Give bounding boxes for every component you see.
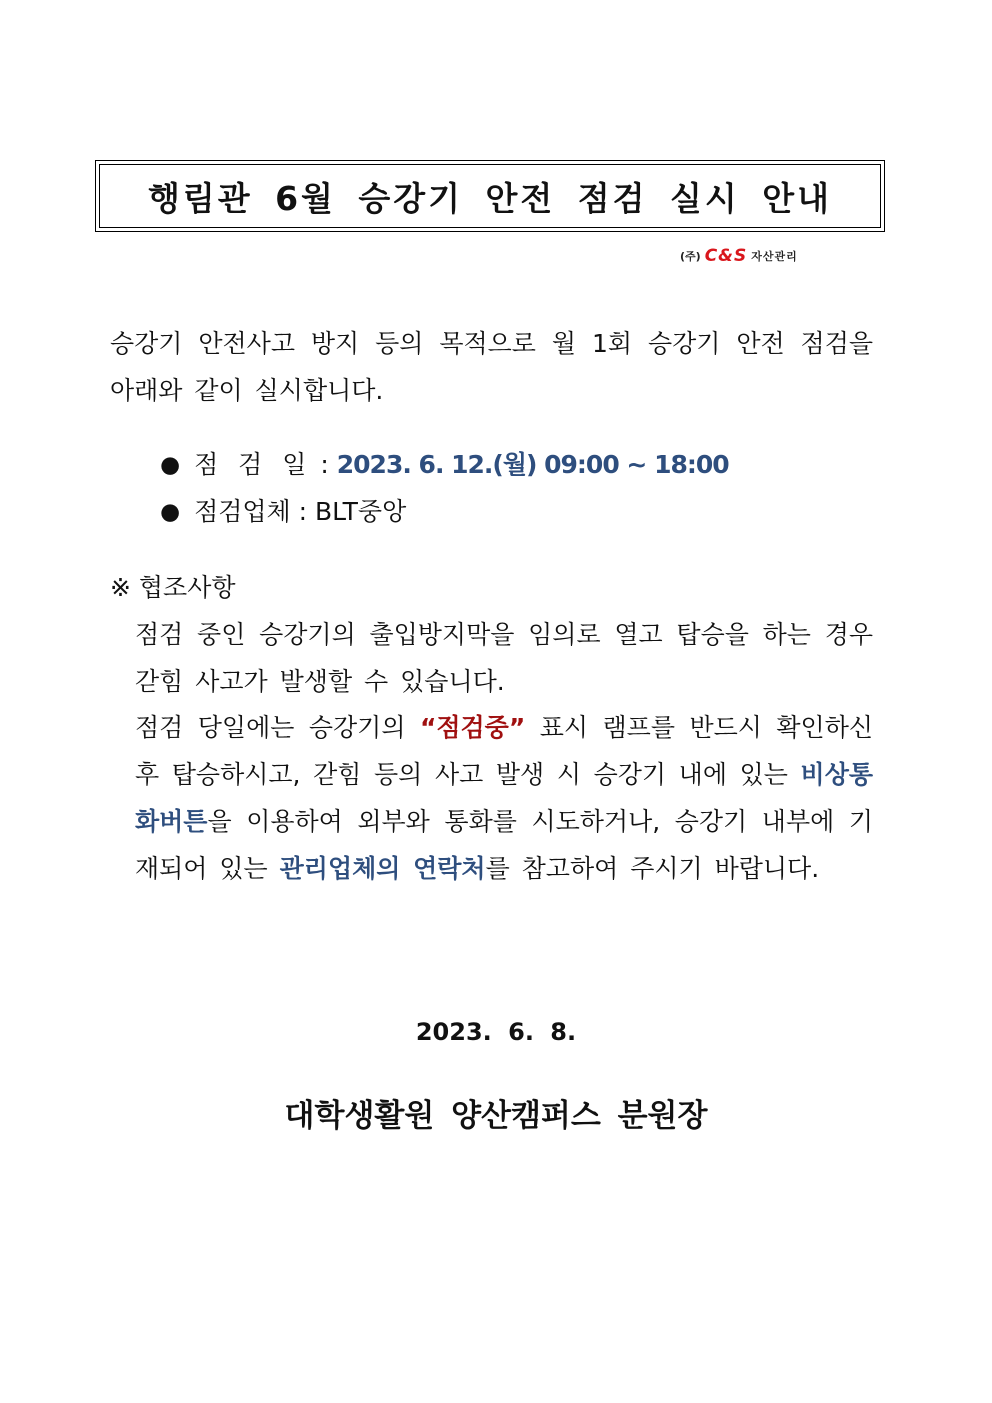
note-paragraph-1: 점검 중인 승강기의 출입방지막을 임의로 열고 탑승을 하는 경우 갇힘 사고가 발생할 수 있습니다.	[135, 620, 873, 696]
bullet-label: 점검업체	[194, 497, 291, 526]
management-contact-label: 관리업체의 연락처	[279, 854, 486, 883]
note-text: 를 참고하여 주시기 바랍니다.	[485, 854, 820, 883]
intro-paragraph: 승강기 안전사고 방지 등의 목적으로 월 1회 승강기 안전 점검을 아래와 같이 실시합니다.	[110, 329, 873, 405]
logo-brand: C&S	[704, 246, 748, 266]
note-heading: ※ 협조사항	[110, 573, 236, 602]
company-logo	[680, 246, 798, 266]
notice-date: 2023. 6. 8.	[415, 1018, 577, 1046]
note-text: 점검 당일에는 승강기의	[135, 713, 420, 742]
note-text: 을 이용하여 외부와 통화를 시도하거나, 승강기 내부에 기재되어 있는	[135, 807, 873, 883]
logo-paren: (주)	[680, 250, 701, 263]
title-box-inner	[99, 164, 881, 228]
title-box	[95, 160, 885, 232]
signature: 대학생활원 양산캠퍼스 분원장	[284, 1098, 708, 1134]
bullet-separator: :	[290, 497, 316, 526]
bullet-separator: :	[312, 450, 337, 479]
bullet-inspection-date	[160, 442, 729, 488]
inspection-lamp-label: “점검중”	[419, 713, 526, 742]
note-paragraph-2	[135, 704, 873, 892]
document-title: 행림관 6월 승강기 안전 점검 실시 안내	[147, 178, 833, 218]
bullet-value: 2023. 6. 12.(월) 09:00 ~ 18:00	[336, 450, 729, 479]
bullet-dot-icon: ●	[160, 452, 181, 478]
bullet-inspection-company	[160, 489, 406, 535]
bullet-label: 점 검 일	[194, 450, 313, 479]
note-text: 표시 램프를 반드시 확인하신 후 탑승하시고, 갇힘 등의 사고 발생 시 승강기 내에 있는	[135, 713, 873, 789]
emergency-call-button-label: 비상통화버튼	[135, 760, 873, 836]
logo-sub: 자산관리	[751, 250, 798, 263]
bullet-dot-icon: ●	[160, 499, 181, 525]
bullet-value: BLT중앙	[315, 497, 407, 526]
